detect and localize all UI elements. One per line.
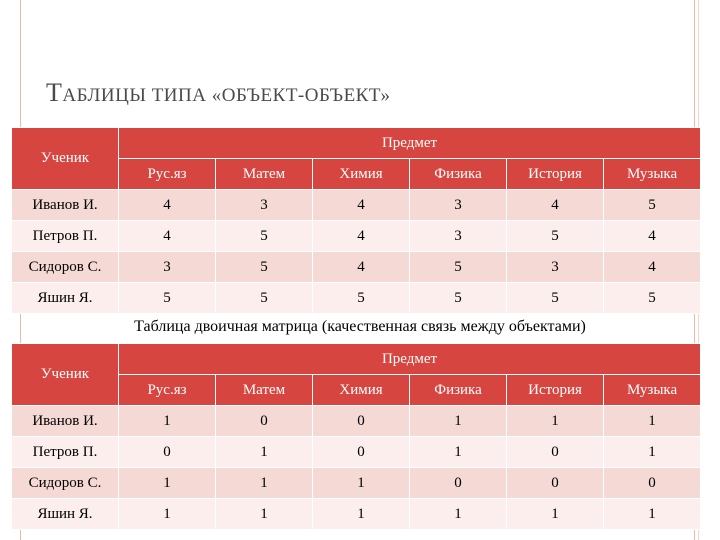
table-row [12,283,701,314]
subject-header: Рус.яз [119,159,216,190]
binary-matrix-caption: Таблица двоичная матрица (качественная связь между объектами) [134,318,586,335]
table-row [12,437,701,468]
grade-cell: 5 [410,252,507,283]
binary-cell: 1 [216,468,313,499]
grade-cell: 4 [604,221,701,252]
subject-header: Матем [216,375,313,406]
table-row [12,406,701,437]
binary-cell: 0 [507,468,604,499]
student-name: Сидоров С. [12,252,119,283]
subject-header: Химия [313,159,410,190]
grade-cell: 5 [119,283,216,314]
student-column-header: Ученик [12,128,119,190]
student-name: Петров П. [12,437,119,468]
subject-header: История [507,375,604,406]
binary-cell: 1 [216,437,313,468]
binary-cell: 0 [313,437,410,468]
grade-cell: 5 [216,252,313,283]
binary-cell: 0 [119,437,216,468]
grade-cell: 5 [507,283,604,314]
binary-cell: 1 [313,468,410,499]
student-name: Сидоров С. [12,468,119,499]
grade-cell: 3 [119,252,216,283]
grade-cell: 4 [119,190,216,221]
subject-header: Физика [410,159,507,190]
binary-cell: 1 [119,406,216,437]
binary-matrix-table [11,343,701,530]
grade-cell: 4 [604,252,701,283]
subject-header: Рус.яз [119,375,216,406]
grade-cell: 4 [313,190,410,221]
binary-cell: 1 [410,406,507,437]
grades-table [11,127,701,314]
binary-cell: 1 [410,437,507,468]
binary-cell: 1 [604,499,701,530]
grade-cell: 3 [507,252,604,283]
student-name: Иванов И. [12,190,119,221]
grade-cell: 5 [216,221,313,252]
subject-group-header: Предмет [119,344,701,375]
binary-cell: 0 [507,437,604,468]
student-name: Петров П. [12,221,119,252]
binary-cell: 0 [313,406,410,437]
table-row [12,468,701,499]
binary-cell: 1 [507,499,604,530]
header-row [12,128,701,159]
grade-cell: 4 [119,221,216,252]
table-row [12,499,701,530]
grade-cell: 4 [507,190,604,221]
grade-cell: 5 [507,221,604,252]
grade-cell: 5 [216,283,313,314]
table-row [12,252,701,283]
subject-header: Химия [313,375,410,406]
table-row [12,221,701,252]
student-name: Иванов И. [12,406,119,437]
table-row [12,190,701,221]
binary-cell: 1 [604,437,701,468]
binary-cell: 1 [507,406,604,437]
grade-cell: 5 [604,190,701,221]
slide-title [46,78,390,108]
binary-cell: 0 [216,406,313,437]
grade-cell: 3 [216,190,313,221]
binary-cell: 1 [604,406,701,437]
binary-cell: 0 [410,468,507,499]
grade-cell: 4 [313,221,410,252]
subject-header: История [507,159,604,190]
binary-cell: 0 [604,468,701,499]
subject-group-header: Предмет [119,128,701,159]
grade-cell: 5 [410,283,507,314]
subject-header: Физика [410,375,507,406]
binary-cell: 1 [119,468,216,499]
grade-cell: 3 [410,190,507,221]
grade-cell: 4 [313,252,410,283]
subject-header: Музыка [604,159,701,190]
subject-header: Матем [216,159,313,190]
header-row [12,344,701,375]
binary-cell: 1 [410,499,507,530]
subject-header: Музыка [604,375,701,406]
slide-title-rest: АБЛИЦЫ ТИПА «ОБЪЕКТ-ОБЪЕКТ» [62,85,391,106]
student-name: Яшин Я. [12,499,119,530]
student-name: Яшин Я. [12,283,119,314]
slide-title-initial: Т [46,78,63,107]
student-column-header: Ученик [12,344,119,406]
binary-cell: 1 [216,499,313,530]
grade-cell: 5 [313,283,410,314]
binary-cell: 1 [119,499,216,530]
binary-cell: 1 [313,499,410,530]
grade-cell: 3 [410,221,507,252]
grade-cell: 5 [604,283,701,314]
